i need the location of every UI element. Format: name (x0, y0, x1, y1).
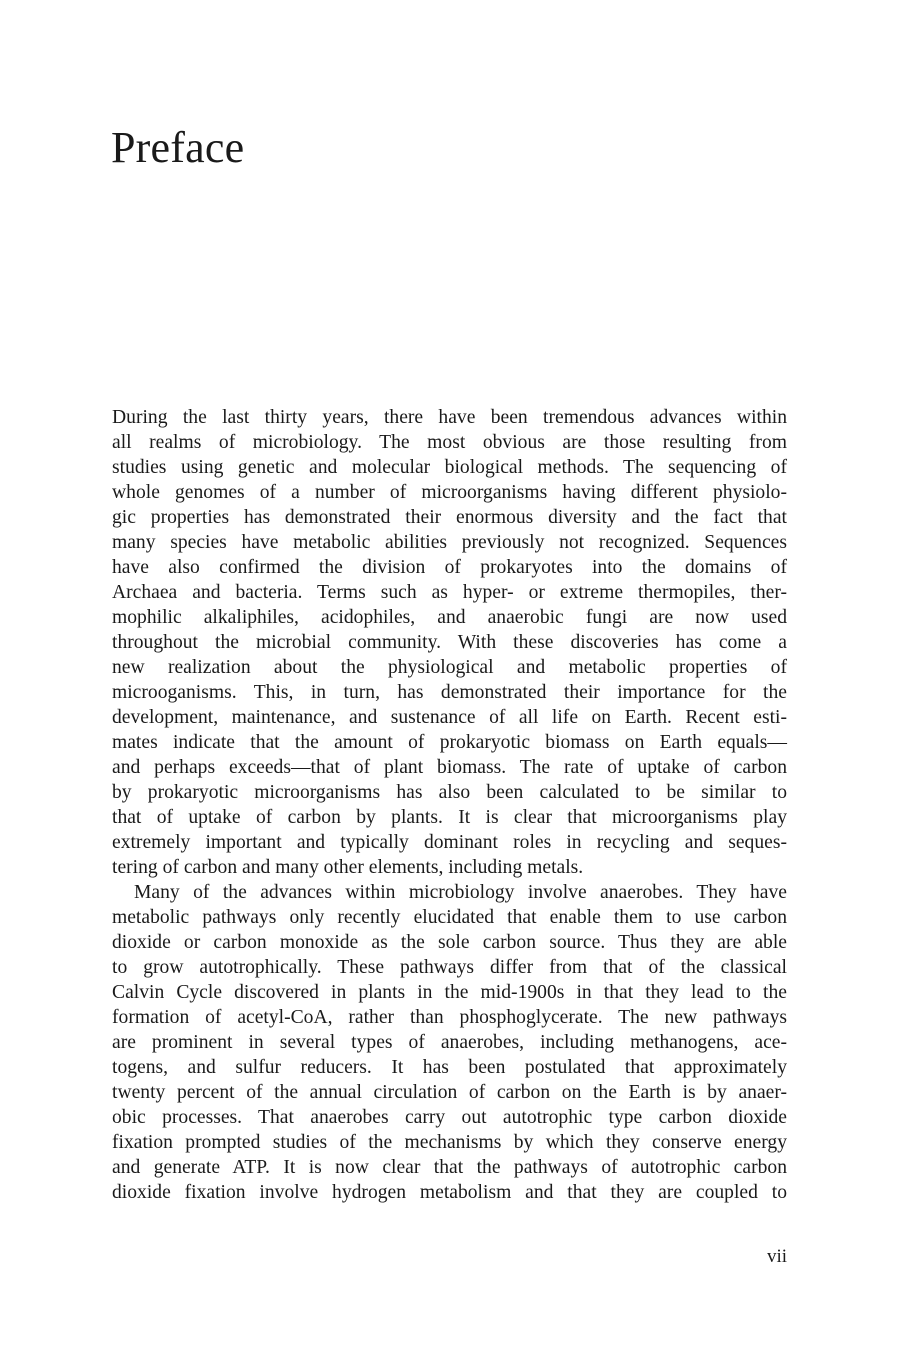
text-line: many species have metabolic abilities previously not recognized. Sequences (112, 532, 787, 553)
text-line: metabolic pathways only recently elucidated that enable them to use carbon (112, 907, 787, 928)
page-number: vii (766, 1246, 787, 1267)
text-line: obic processes. That anaerobes carry out autotrophic type carbon dioxide (112, 1107, 787, 1128)
text-line: all realms of microbiology. The most obvious are those resulting from (112, 432, 787, 453)
text-line: throughout the microbial community. With these discoveries has come a (112, 632, 787, 653)
text-line: tering of carbon and many other elements, including metals. (112, 857, 584, 878)
text-line: are prominent in several types of anaerobes, including methanogens, ace- (112, 1032, 787, 1053)
text-line: that of uptake of carbon by plants. It is clear that microorganisms play (112, 807, 787, 828)
text-line: studies using genetic and molecular biological methods. The sequencing of (112, 457, 787, 478)
text-line: Calvin Cycle discovered in plants in the mid-1900s in that they lead to the (112, 982, 787, 1003)
text-line: gic properties has demonstrated their enormous diversity and the fact that (112, 507, 787, 528)
text-line: by prokaryotic microorganisms has also been calculated to be similar to (112, 782, 787, 803)
page-title: Preface (111, 123, 245, 172)
text-line: Archaea and bacteria. Terms such as hyper- or extreme thermopiles, ther- (112, 582, 787, 603)
text-line: mophilic alkaliphiles, acidophiles, and anaerobic fungi are now used (112, 607, 787, 628)
text-line: formation of acetyl-CoA, rather than phosphoglycerate. The new pathways (112, 1007, 787, 1028)
text-line: extremely important and typically dominant roles in recycling and seques- (112, 832, 787, 853)
text-line: fixation prompted studies of the mechanisms by which they conserve energy (112, 1132, 787, 1153)
text-line: and perhaps exceeds—that of plant biomass. The rate of uptake of carbon (112, 757, 787, 778)
text-line: Many of the advances within microbiology involve anaerobes. They have (134, 882, 787, 903)
text-line: new realization about the physiological and metabolic properties of (112, 657, 787, 678)
text-line: dioxide fixation involve hydrogen metabolism and that they are coupled to (112, 1182, 787, 1203)
paragraph (112, 880, 787, 1205)
text-line: twenty percent of the annual circulation of carbon on the Earth is by anaer- (112, 1082, 787, 1103)
text-line: whole genomes of a number of microorganisms having different physiolo- (112, 482, 787, 503)
paragraph (112, 405, 787, 880)
text-line: have also confirmed the division of prokaryotes into the domains of (112, 557, 787, 578)
text-line: development, maintenance, and sustenance of all life on Earth. Recent esti- (112, 707, 787, 728)
text-line: During the last thirty years, there have been tremendous advances within (112, 407, 787, 428)
text-line: togens, and sulfur reducers. It has been postulated that approximately (112, 1057, 787, 1078)
text-line: microoganisms. This, in turn, has demonstrated their importance for the (112, 682, 787, 703)
text-line: and generate ATP. It is now clear that the pathways of autotrophic carbon (112, 1157, 787, 1178)
text-line: to grow autotrophically. These pathways differ from that of the classical (112, 957, 787, 978)
body-text (112, 405, 787, 1205)
text-line: mates indicate that the amount of prokaryotic biomass on Earth equals— (112, 732, 787, 753)
text-line: dioxide or carbon monoxide as the sole carbon source. Thus they are able (112, 932, 787, 953)
